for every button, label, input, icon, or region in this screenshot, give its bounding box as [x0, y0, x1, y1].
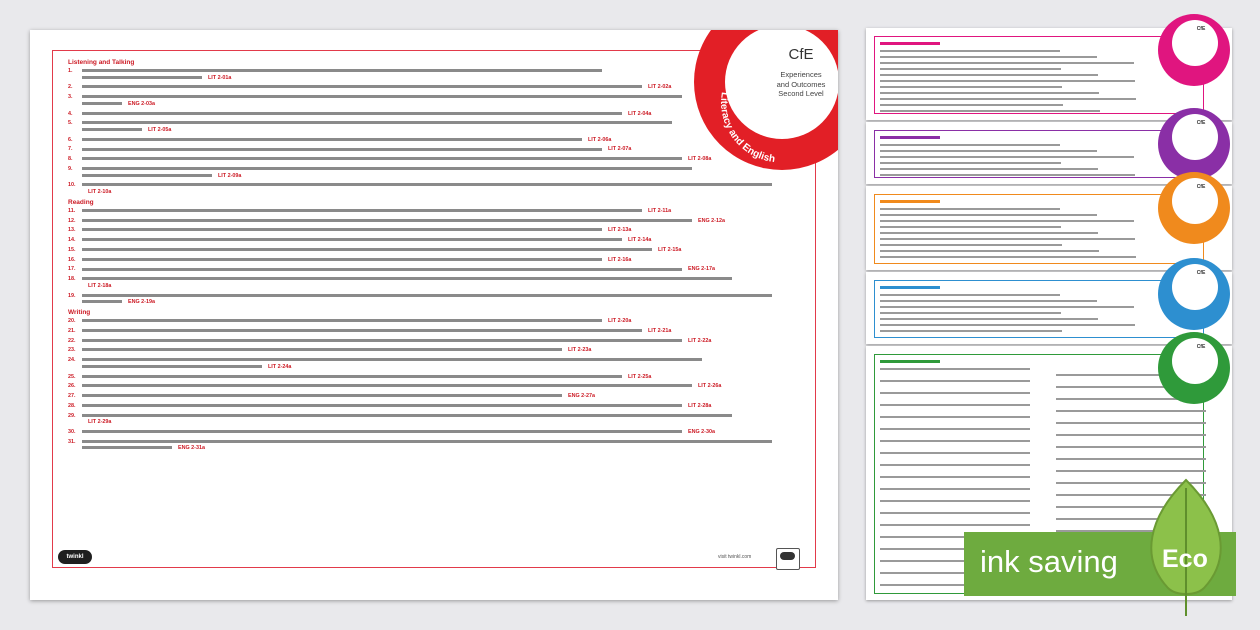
mini-sheet-heading — [880, 286, 940, 289]
mini-sheet-text-line — [880, 220, 1134, 222]
mini-sheet-text-line — [880, 68, 1061, 70]
mini-sheet-text-line — [880, 50, 1060, 52]
outcome-number: 2. — [68, 84, 73, 91]
outcome-item — [68, 347, 728, 354]
outcome-code: ENG 2-19a — [128, 299, 155, 306]
mini-badge-title: CfE — [1196, 26, 1206, 32]
outcome-item — [68, 374, 728, 381]
outcome-item — [68, 413, 728, 426]
outcome-item — [68, 208, 728, 215]
outcome-code: LIT 2-29a — [88, 419, 112, 426]
illegible-text-line — [82, 375, 622, 378]
illegible-text-line — [82, 183, 772, 186]
illegible-text-line — [82, 365, 262, 368]
mini-sheet-text-line — [880, 238, 1135, 240]
mini-sheet-text-line — [880, 80, 1135, 82]
main-resource-sheet — [30, 30, 838, 600]
mini-badge-title: CfE — [1196, 120, 1206, 126]
mini-sheet-text-line — [880, 98, 1136, 100]
illegible-text-line — [82, 358, 702, 361]
badge-ring-label: Literacy and English — [718, 91, 776, 166]
mini-sheet-text-line — [880, 312, 1061, 314]
mini-cfe-badge — [1158, 172, 1238, 252]
outcome-text — [82, 276, 732, 289]
outcome-code: LIT 2-25a — [628, 373, 652, 380]
outcome-code: ENG 2-31a — [178, 445, 205, 452]
mini-sheet-text-line — [1056, 434, 1206, 436]
outcome-item — [68, 257, 728, 264]
twinkl-footer-icon — [776, 548, 800, 570]
outcome-code: LIT 2-08a — [688, 156, 712, 163]
outcome-text — [82, 84, 728, 91]
outcome-code: LIT 2-07a — [608, 146, 632, 153]
outcome-code: LIT 2-26a — [698, 383, 722, 390]
mini-sheet-text-line — [880, 74, 1098, 76]
outcome-item — [68, 166, 728, 179]
badge-title: CfE — [788, 46, 814, 63]
outcome-text — [82, 338, 728, 345]
illegible-text-line — [82, 138, 582, 141]
outcome-item — [68, 120, 728, 133]
outcome-text — [82, 347, 728, 354]
outcome-item — [68, 94, 728, 107]
illegible-text-line — [82, 157, 682, 160]
outcome-code: LIT 2-14a — [628, 237, 652, 244]
outcome-text — [82, 227, 728, 234]
mini-sheet-text-line — [1056, 458, 1206, 460]
illegible-text-line — [82, 300, 122, 303]
outcome-text — [82, 247, 728, 254]
outcome-number: 22. — [68, 337, 76, 344]
mini-sheet-text-line — [880, 62, 1134, 64]
outcome-text — [82, 266, 728, 273]
mini-sheet-text-line — [1056, 422, 1206, 424]
outcome-item — [68, 111, 728, 118]
outcome-item — [68, 247, 728, 254]
mini-sheet-heading — [880, 360, 940, 363]
outcome-item — [68, 156, 728, 163]
outcome-code: ENG 2-27a — [568, 393, 595, 400]
mini-sheet-text-line — [880, 250, 1099, 252]
outcome-text — [82, 429, 728, 436]
outcome-code: LIT 2-10a — [88, 189, 112, 195]
mini-sheet-text-line — [880, 226, 1061, 228]
mini-sheet-text-line — [880, 294, 1060, 296]
illegible-text-line — [82, 95, 682, 98]
illegible-text-line — [82, 384, 692, 387]
outcome-item — [68, 227, 728, 234]
outcome-text — [82, 413, 732, 426]
mini-sheet-text-line — [880, 404, 1030, 406]
outcome-code: ENG 2-03a — [128, 100, 155, 107]
outcome-number: 15. — [68, 246, 76, 253]
illegible-text-line — [82, 404, 682, 407]
outcome-item — [68, 293, 728, 306]
mini-sheet-text-line — [880, 330, 1062, 332]
outcome-code: LIT 2-01a — [208, 74, 232, 81]
outcome-item — [68, 393, 728, 400]
mini-sheet-text-line — [880, 368, 1030, 370]
mini-sheet-text-line — [880, 104, 1063, 106]
mini-sheet-text-line — [880, 300, 1097, 302]
mini-sheet-text-line — [880, 168, 1098, 170]
mini-sheet-text-line — [880, 440, 1030, 442]
outcome-number: 18. — [68, 276, 76, 283]
eco-tag: Eco — [1162, 545, 1208, 573]
outcome-text — [82, 218, 728, 225]
mini-sheet-text-line — [880, 512, 1030, 514]
outcome-item — [68, 68, 728, 81]
outcome-item — [68, 429, 728, 436]
illegible-text-line — [82, 294, 772, 297]
outcome-item — [68, 137, 728, 144]
outcome-text — [82, 208, 728, 215]
outcome-number: 24. — [68, 357, 76, 364]
mini-sheet-text-line — [1056, 470, 1206, 472]
outcome-code: LIT 2-20a — [608, 318, 632, 324]
illegible-text-line — [82, 76, 202, 79]
illegible-text-line — [82, 248, 652, 251]
outcome-code: ENG 2-17a — [688, 266, 715, 273]
outcome-number: 23. — [68, 347, 76, 354]
outcome-text — [82, 439, 772, 452]
illegible-text-line — [82, 228, 602, 231]
outcome-code: LIT 2-02a — [648, 84, 672, 91]
outcome-text — [82, 383, 728, 390]
illegible-text-line — [82, 446, 172, 449]
outcome-item — [68, 146, 728, 153]
mini-badge-title: CfE — [1196, 344, 1206, 350]
outcome-number: 25. — [68, 373, 76, 380]
mini-sheet-text-line — [880, 110, 1100, 112]
mini-badge-title: CfE — [1196, 184, 1206, 190]
illegible-text-line — [82, 121, 672, 124]
outcome-text — [82, 182, 772, 195]
outcome-number: 9. — [68, 166, 73, 173]
outcome-code: LIT 2-24a — [268, 363, 292, 370]
illegible-text-line — [82, 128, 142, 131]
mini-sheet-heading — [880, 42, 940, 45]
mini-sheet-border — [874, 194, 1204, 264]
mini-sheet-text-line — [880, 324, 1135, 326]
outcome-number: 16. — [68, 256, 76, 263]
mini-sheet-text-line — [880, 476, 1030, 478]
illegible-text-line — [82, 85, 642, 88]
outcome-text — [82, 120, 728, 133]
outcome-code: LIT 2-16a — [608, 256, 632, 263]
outcome-number: 26. — [68, 383, 76, 390]
outcome-number: 17. — [68, 266, 76, 273]
illegible-text-line — [82, 238, 622, 241]
mini-sheet-text-line — [880, 86, 1062, 88]
outcome-number: 20. — [68, 318, 76, 324]
outcome-text — [82, 156, 728, 163]
outcome-text — [82, 166, 728, 179]
outcome-code: LIT 2-22a — [688, 337, 712, 344]
illegible-text-line — [82, 112, 622, 115]
outcome-number: 8. — [68, 156, 73, 163]
outcome-item — [68, 182, 728, 195]
mini-sheet-literacy-english — [866, 28, 1232, 120]
outcome-text — [82, 257, 728, 264]
mini-sheet-text-line — [880, 214, 1097, 216]
outcome-code: LIT 2-05a — [148, 126, 172, 133]
outcome-item — [68, 276, 728, 289]
outcome-number: 14. — [68, 237, 76, 244]
illegible-text-line — [82, 319, 602, 322]
outcome-text — [82, 393, 728, 400]
outcome-number: 21. — [68, 327, 76, 334]
outcome-text — [82, 146, 728, 153]
ink-saving-label: ink saving — [980, 544, 1118, 579]
mini-sheet-text-line — [880, 256, 1136, 258]
outcome-item — [68, 328, 728, 335]
mini-sheet-text-line — [880, 464, 1030, 466]
mini-sheet-text-line — [880, 162, 1061, 164]
twinkl-logo: twinkl — [58, 550, 92, 564]
outcome-number: 30. — [68, 429, 76, 435]
mini-sheet-text-line — [880, 318, 1098, 320]
outcome-code: LIT 2-18a — [88, 282, 112, 289]
mini-sheet-text-line — [880, 416, 1030, 418]
outcome-number: 3. — [68, 94, 73, 101]
mini-sheet-text-line — [880, 56, 1097, 58]
outcome-number: 1. — [68, 68, 73, 74]
mini-sheet-text-line — [880, 244, 1062, 246]
illegible-text-line — [82, 339, 682, 342]
mini-sheet-text-line — [880, 144, 1060, 146]
outcome-item — [68, 237, 728, 244]
outcome-number: 12. — [68, 217, 76, 224]
outcome-item — [68, 403, 728, 410]
outcome-item — [68, 439, 728, 452]
section-heading: Listening and Talking — [68, 59, 135, 66]
outcome-number: 6. — [68, 136, 73, 143]
illegible-text-line — [82, 209, 642, 212]
mini-sheet-text-line — [880, 150, 1097, 152]
illegible-text-line — [82, 258, 602, 261]
outcome-code: LIT 2-13a — [608, 227, 632, 234]
mini-sheet-text-line — [880, 380, 1030, 382]
illegible-text-line — [82, 440, 772, 443]
mini-sheet-text-line — [880, 500, 1030, 502]
outcome-code: LIT 2-23a — [568, 347, 592, 354]
outcome-number: 5. — [68, 120, 73, 127]
mini-sheet-text-line — [880, 156, 1134, 158]
outcomes-list — [68, 56, 728, 455]
outcome-text — [82, 137, 728, 144]
outcome-item — [68, 318, 728, 325]
mini-sheet-text-line — [880, 488, 1030, 490]
mini-sheet-text-line — [880, 524, 1030, 526]
illegible-text-line — [82, 69, 602, 72]
badge-subtitle-line-1: Experiences — [780, 70, 822, 79]
outcome-item — [68, 357, 728, 370]
outcome-number: 28. — [68, 402, 76, 409]
outcome-text — [82, 237, 728, 244]
outcome-code: LIT 2-11a — [648, 207, 672, 214]
outcome-text — [82, 111, 728, 118]
illegible-text-line — [82, 414, 732, 417]
outcome-code: LIT 2-15a — [658, 246, 682, 253]
mini-cfe-badge — [1158, 258, 1238, 338]
mini-sheet-heading — [880, 136, 940, 139]
badge-subtitle-line-3: Second Level — [778, 89, 824, 98]
illegible-text-line — [82, 394, 562, 397]
outcome-text — [82, 293, 772, 306]
mini-sheet-heading — [880, 200, 940, 203]
outcome-code: LIT 2-28a — [688, 402, 712, 409]
mini-sheet-text-line — [880, 428, 1030, 430]
illegible-text-line — [82, 268, 682, 271]
illegible-text-line — [82, 102, 122, 105]
outcome-code: LIT 2-06a — [588, 136, 612, 143]
outcome-text — [82, 357, 728, 370]
outcome-text — [82, 403, 728, 410]
outcome-code: ENG 2-30a — [688, 429, 715, 435]
section-heading: Reading — [68, 198, 94, 206]
outcome-item — [68, 218, 728, 225]
outcome-number: 10. — [68, 182, 76, 189]
outcome-item — [68, 383, 728, 390]
illegible-text-line — [82, 148, 602, 151]
outcome-code: LIT 2-09a — [218, 172, 242, 179]
outcome-text — [82, 68, 728, 81]
mini-cfe-badge — [1158, 14, 1238, 94]
mini-sheet-text-line — [880, 306, 1134, 308]
badge-subtitle-line-2: and Outcomes — [776, 79, 826, 89]
outcome-text — [82, 318, 728, 325]
section-heading: Writing — [68, 309, 91, 316]
illegible-text-line — [82, 219, 692, 222]
outcome-number: 27. — [68, 393, 76, 400]
outcome-item — [68, 84, 728, 91]
mini-sheet-text-line — [880, 92, 1099, 94]
illegible-text-line — [82, 167, 692, 170]
footer-url: visit twinkl.com — [718, 554, 752, 560]
mini-sheet-text-line — [880, 232, 1098, 234]
outcome-number: 13. — [68, 227, 76, 234]
outcome-item — [68, 338, 728, 345]
outcome-code: ENG 2-12a — [698, 217, 725, 224]
mini-sheet-text-line — [880, 392, 1030, 394]
illegible-text-line — [82, 277, 732, 280]
outcome-number: 4. — [68, 110, 73, 117]
mini-sheet-text-line — [880, 208, 1060, 210]
outcome-code: LIT 2-21a — [648, 327, 672, 334]
outcome-number: 29. — [68, 412, 76, 419]
mini-sheet-text-line — [1056, 446, 1206, 448]
mini-cfe-badge — [1158, 332, 1238, 412]
illegible-text-line — [82, 430, 682, 433]
outcome-text — [82, 328, 728, 335]
illegible-text-line — [82, 329, 642, 332]
outcome-item — [68, 266, 728, 273]
outcome-code: LIT 2-04a — [628, 110, 652, 117]
mini-sheet-text-line — [880, 452, 1030, 454]
outcome-number: 7. — [68, 146, 73, 153]
illegible-text-line — [82, 348, 562, 351]
mini-badge-title: CfE — [1196, 270, 1206, 276]
outcome-number: 19. — [68, 292, 76, 299]
outcome-number: 11. — [68, 207, 76, 214]
outcome-text — [82, 374, 728, 381]
outcome-text — [82, 94, 728, 107]
illegible-text-line — [82, 174, 212, 177]
mini-sheet-text-line — [880, 174, 1135, 176]
outcome-number: 31. — [68, 438, 76, 445]
